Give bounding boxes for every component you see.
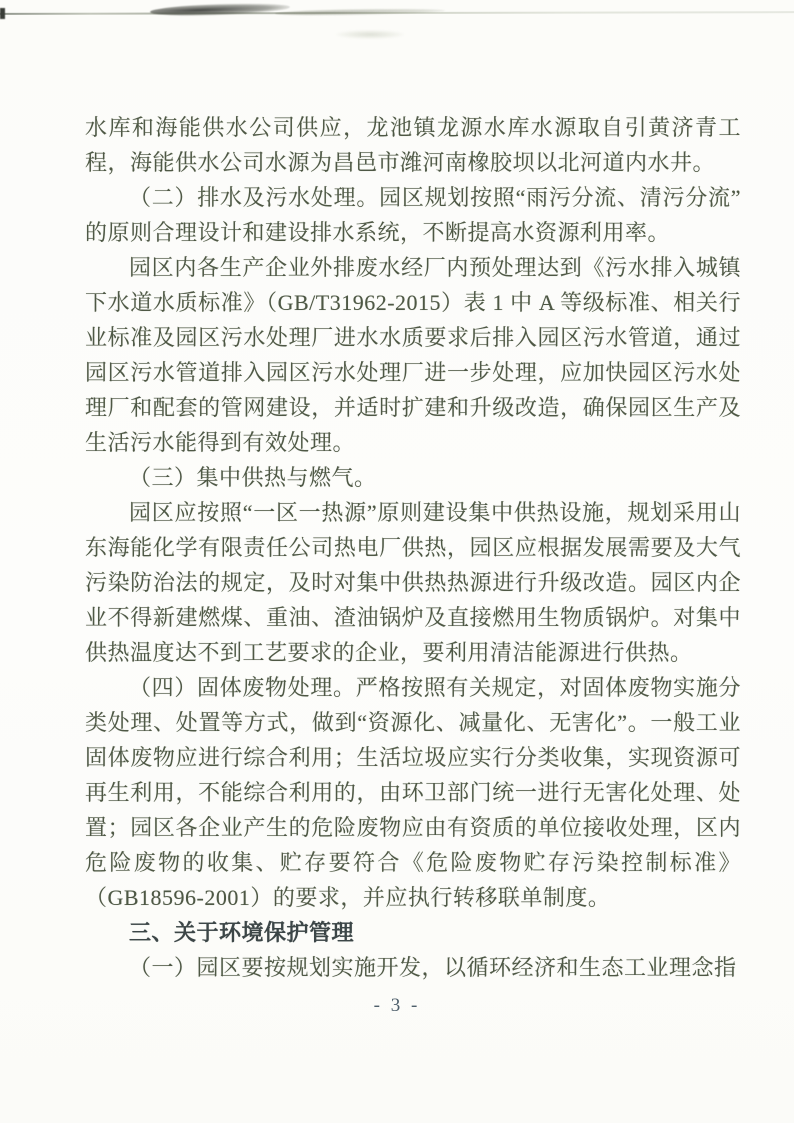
paragraph-wastewater-standards: 园区内各生产企业外排废水经厂内预处理达到《污水排入城镇下水道水质标准》（GB/T31962-2015）表 1 中 A 等级标准、相关行业标准及园区污水处理厂进水水质要求后排入园区污水管道，通过园区污水管道排入园区污水处理厂进一步处理，应加快园区污水处理厂和配套的管网建设，并适时扩建和升级改造，确保园区生产及生活污水能得到有效处理。 <box>85 255 741 455</box>
paragraph-central-heating: 园区应按照“一区一热源”原则建设集中供热设施，规划采用山东海能化学有限责任公司热电厂供热，园区应根据发展需要及大气污染防治法的规定，及时对集中供热热源进行升级改造。园区内企业不得新建燃煤、重油、渣油锅炉及直接燃用生物质锅炉。对集中供热温度达不到工艺要求的企业，要利用清洁能源进行供热。 <box>85 500 741 665</box>
page-number: - 3 - <box>373 995 421 1016</box>
section-heading-environmental-management: 三、关于环境保护管理 <box>129 920 355 945</box>
paragraph-section-2-drainage: （二）排水及污水处理。园区规划按照“雨污分流、清污分流”的原则合理设计和建设排水系统，不断提高水资源利用率。 <box>85 185 741 245</box>
paragraph-section-3-heating-gas: （三）集中供热与燃气。 <box>129 465 377 490</box>
paragraph-water-supply-continuation: 水库和海能供水公司供应，龙池镇龙源水库水源取自引黄济青工程，海能供水公司水源为昌邑市潍河南橡胶坝以北河道内水井。 <box>85 115 741 175</box>
scan-smudge-tail-artifact <box>275 8 445 17</box>
paragraph-section-1-planned-development: （一）园区要按规划实施开发，以循环经济和生态工业理念指 <box>129 955 737 980</box>
document-body <box>85 110 741 985</box>
scan-faint-blob-artifact <box>335 30 405 39</box>
scan-edge-mark-artifact <box>0 8 5 19</box>
paragraph-section-4-solid-waste: （四）固体废物处理。严格按照有关规定，对固体废物实施分类处理、处置等方式，做到“资源化、减量化、无害化”。一般工业固体废物应进行综合利用；生活垃圾应实行分类收集，实现资源可再生利用，不能综合利用的，由环卫部门统一进行无害化处理、处置；园区各企业产生的危险废物应由有资质的单位接收处理，区内危险废物的收集、贮存要符合《危险废物贮存污染控制标准》（GB18596-2001）的要求，并应执行转移联单制度。 <box>85 675 741 910</box>
scan-smudge-artifact <box>150 2 290 18</box>
